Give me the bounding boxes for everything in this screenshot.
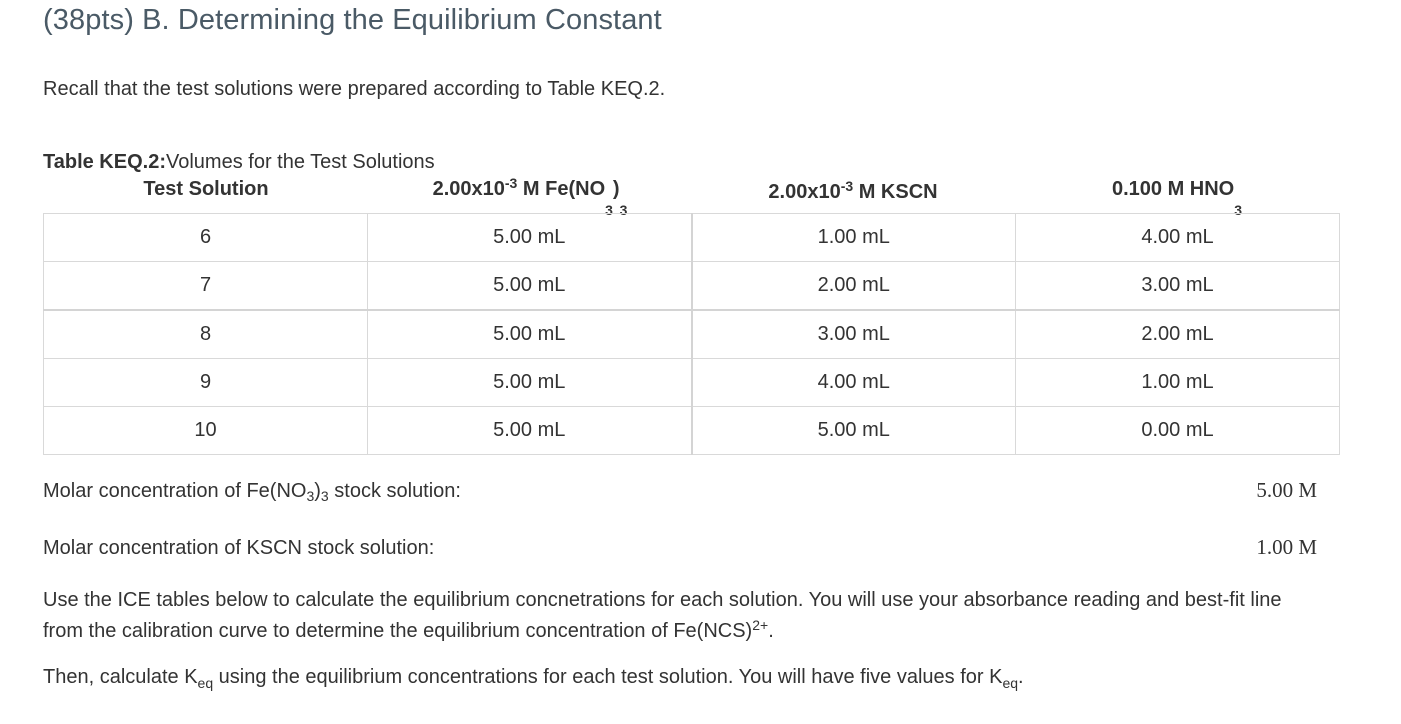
table-row [44,262,1340,311]
table-cell: 5.00 mL [368,310,692,359]
header-hno3: 0.100 M $HNO_3$ [1111,178,1243,218]
table-cell: 5.00 mL [368,407,692,455]
table-cell: 5.00 mL [368,262,692,311]
table-cell: 3.00 mL [1016,262,1340,311]
table-cell: 0.00 mL [1016,407,1340,455]
header-kscn: $2.00x10^{-3}$ M KSCN [768,178,938,203]
table-caption-text: Volumes for the Test Solutions [166,151,435,173]
intro-text: Recall that the test solutions were prepared according to Table KEQ.2. [43,78,666,100]
table-cell: 10 [44,407,368,455]
table-cell: 4.00 mL [1016,214,1340,262]
table-cell: 1.00 mL [1016,359,1340,407]
instructions-paragraph-2: Then, calculate $K_{eq}$ using the equilibrium concentrations for each test solution. You will have five values for $K_{eq}$. [43,666,1024,691]
fe-stock-value: 5.00 M [1256,478,1317,502]
section-title: (38pts) B. Determining the Equilibrium Constant [43,4,662,36]
table-cell: 5.00 mL [368,214,692,262]
table-cell: 2.00 mL [692,262,1016,311]
table-caption [43,151,435,174]
table-cell: 6 [44,214,368,262]
kscn-stock-value: 1.00 M [1256,535,1317,559]
table-caption-label: Table KEQ.2: [43,151,166,173]
table-cell: 4.00 mL [692,359,1016,407]
table-row [44,214,1340,262]
table-cell: 8 [44,310,368,359]
fe-stock-label: Molar concentration of $Fe(NO_3)_3$ stock solution: [43,480,461,504]
table-cell: 2.00 mL [1016,310,1340,359]
test-solutions-table [43,213,1340,455]
kscn-stock-label: Molar concentration of KSCN stock solution: [43,537,435,559]
table-row [44,407,1340,455]
table-cell: 5.00 mL [368,359,692,407]
table-cell: 9 [44,359,368,407]
table-cell: 3.00 mL [692,310,1016,359]
header-test-solution: Test Solution [143,178,269,200]
table-row [44,359,1340,407]
table-cell: 1.00 mL [692,214,1016,262]
instructions-paragraph-1: Use the ICE tables below to calculate the equilibrium concnetrations for each solution. You will use your absorbance reading and best-fit line from the calibration curve to determine the equilibrium concentration of Fe(NCS)$^{2+}$. [43,589,1282,642]
table-row [44,310,1340,359]
table-cell: 7 [44,262,368,311]
header-fe-no3: $2.00x10^{-3}$ M $Fe(NO_3)_3$ [432,175,628,218]
table-cell: 5.00 mL [692,407,1016,455]
